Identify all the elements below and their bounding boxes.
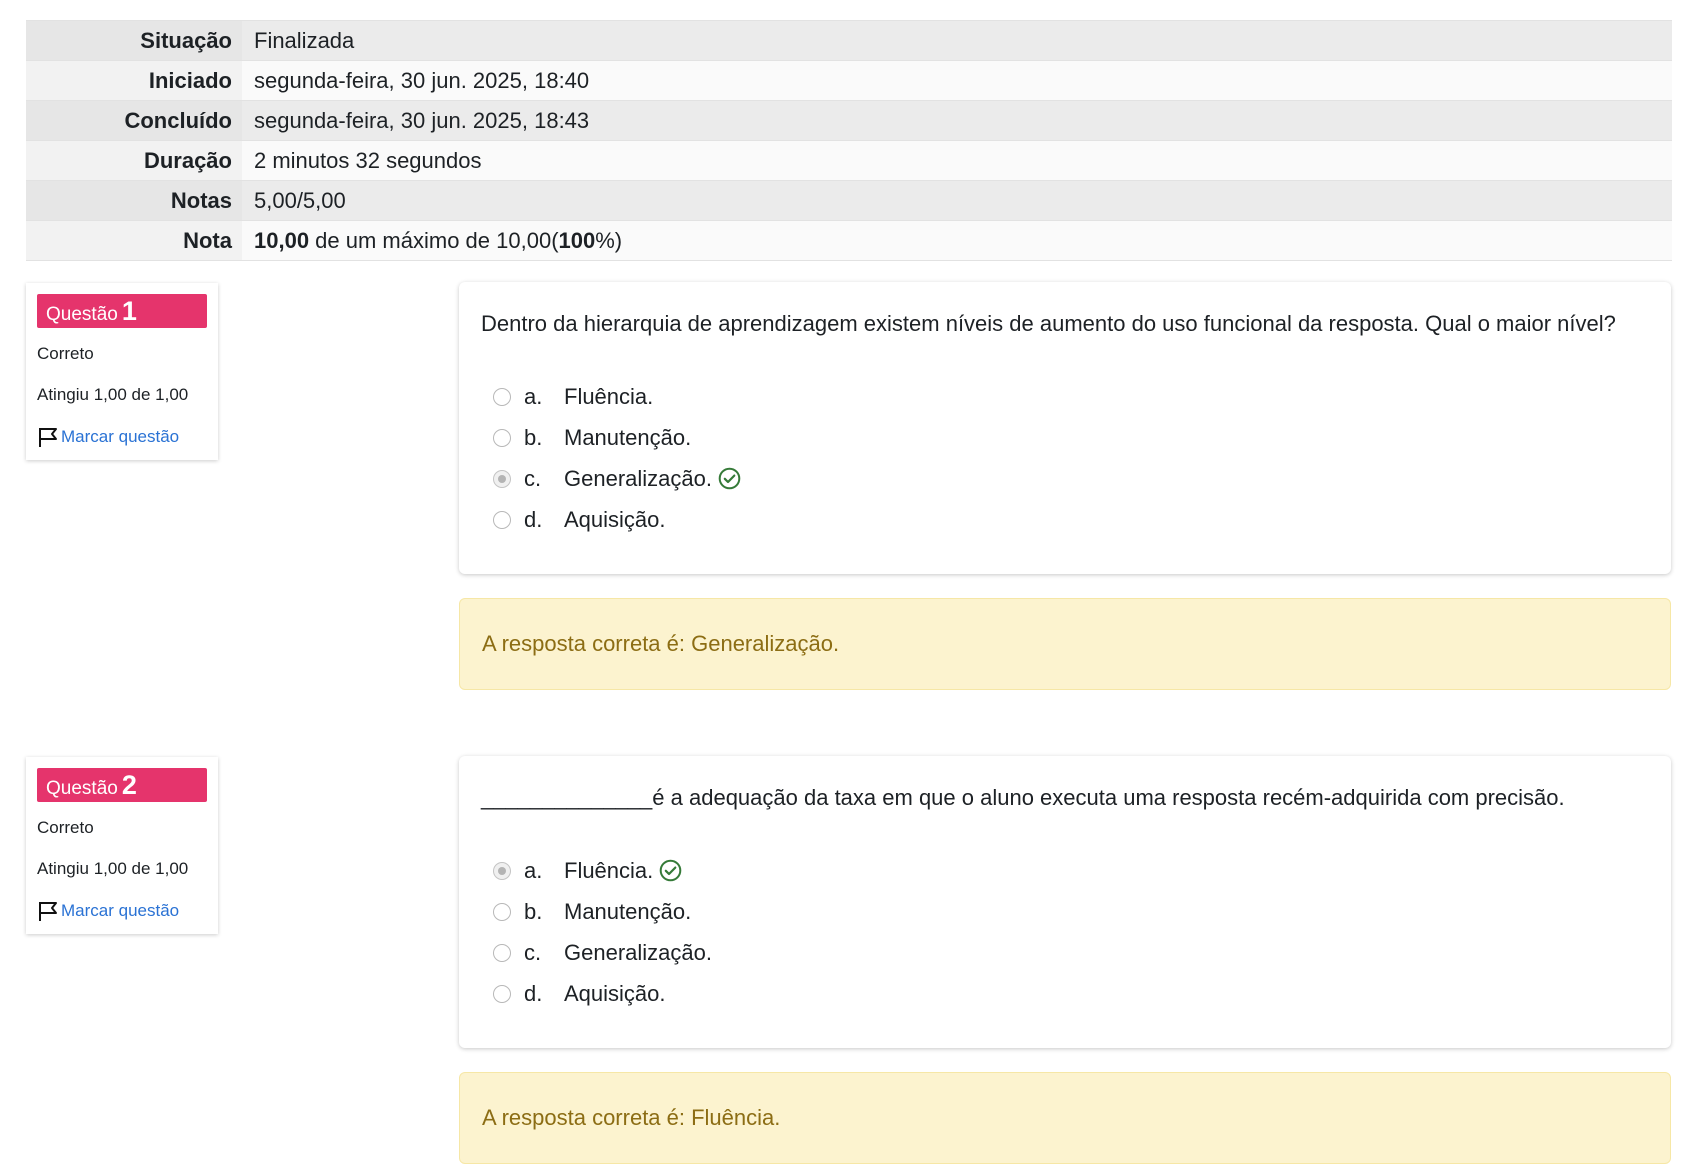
answer-letter: b. [524,898,543,924]
answer-list [481,376,1649,540]
answer-letter: b. [524,424,543,450]
question-badge [37,768,207,802]
summary-label: Concluído [26,101,242,140]
answer-radio[interactable] [493,944,511,962]
question-state: Correto [37,818,94,837]
answer-radio-checked[interactable] [493,470,511,488]
question-badge-word: Questão [46,304,118,325]
answer-radio[interactable] [493,511,511,529]
answer-text: Aquisição. [564,980,666,1006]
summary-value: segunda-feira, 30 jun. 2025, 18:43 [242,101,1672,140]
grade-percent: 100 [558,228,596,253]
summary-row-duracao [26,140,1672,180]
question-info-1 [26,283,218,460]
question-number: 1 [121,296,137,326]
answer-radio[interactable] [493,903,511,921]
question-grade: Atingiu 1,00 de 1,00 [37,859,189,878]
answer-text: Fluência. [564,857,654,883]
question-content-1 [459,282,1671,574]
answer-option-b[interactable] [481,891,1649,932]
flag-question-link[interactable] [37,900,207,922]
summary-value: 5,00/5,00 [242,181,1672,220]
summary-row-notas [26,180,1672,220]
answer-radio[interactable] [493,985,511,1003]
answer-option-a[interactable] [481,850,1649,891]
grade-suffix: %) [595,228,623,253]
answer-option-c[interactable] [481,932,1649,973]
question-text: Dentro da hierarquia de aprendizagem existem níveis de aumento do uso funcional da resposta. Qual o maior nível? [481,311,1616,336]
correct-check-icon [718,467,741,490]
question-badge-word: Questão [46,778,118,799]
answer-text: Manutenção. [564,898,692,924]
summary-label: Situação [26,21,242,60]
answer-radio-checked[interactable] [493,862,511,880]
correct-answer-feedback-1: A resposta correta é: Generalização. [459,598,1671,690]
flag-question-label[interactable]: Marcar questão [61,901,180,920]
answer-radio[interactable] [493,429,511,447]
answer-list [481,850,1649,1014]
flag-question-label[interactable]: Marcar questão [61,427,180,446]
flag-question-link[interactable] [37,426,207,448]
summary-row-nota [26,220,1672,261]
summary-label: Notas [26,181,242,220]
answer-text: Aquisição. [564,506,666,532]
summary-value: Finalizada [242,21,1672,60]
correct-answer-feedback-2: A resposta correta é: Fluência. [459,1072,1671,1164]
grade-middle: de um máximo de 10,00( [309,228,559,253]
answer-letter: d. [524,980,543,1006]
flag-icon [37,900,59,922]
answer-text: Fluência. [564,383,654,409]
answer-radio[interactable] [493,388,511,406]
answer-letter: a. [524,857,543,883]
summary-grade-value [242,221,1672,260]
attempt-summary-table [26,20,1672,261]
answer-letter: d. [524,506,543,532]
question-text: ______________é a adequação da taxa em que o aluno executa uma resposta recém-adquirida com precisão. [481,785,1565,810]
question-grade: Atingiu 1,00 de 1,00 [37,385,189,404]
summary-label: Duração [26,141,242,180]
answer-text: Manutenção. [564,424,692,450]
question-info-2 [26,757,218,934]
answer-option-c[interactable] [481,458,1649,499]
answer-letter: c. [524,465,542,491]
answer-option-d[interactable] [481,973,1649,1014]
answer-text: Generalização. [564,465,712,491]
answer-option-d[interactable] [481,499,1649,540]
grade-score: 10,00 [254,228,310,253]
summary-row-concluido [26,100,1672,140]
correct-check-icon [659,859,682,882]
summary-row-iniciado [26,60,1672,100]
answer-option-b[interactable] [481,417,1649,458]
summary-label: Nota [26,221,242,260]
question-content-2 [459,756,1671,1048]
answer-option-a[interactable] [481,376,1649,417]
question-badge [37,294,207,328]
summary-value: segunda-feira, 30 jun. 2025, 18:40 [242,61,1672,100]
flag-icon [37,426,59,448]
summary-label: Iniciado [26,61,242,100]
answer-text: Generalização. [564,939,712,965]
question-state: Correto [37,344,94,363]
summary-value: 2 minutos 32 segundos [242,141,1672,180]
question-number: 2 [121,770,137,800]
answer-letter: c. [524,939,542,965]
answer-letter: a. [524,383,543,409]
summary-row-situacao [26,20,1672,60]
